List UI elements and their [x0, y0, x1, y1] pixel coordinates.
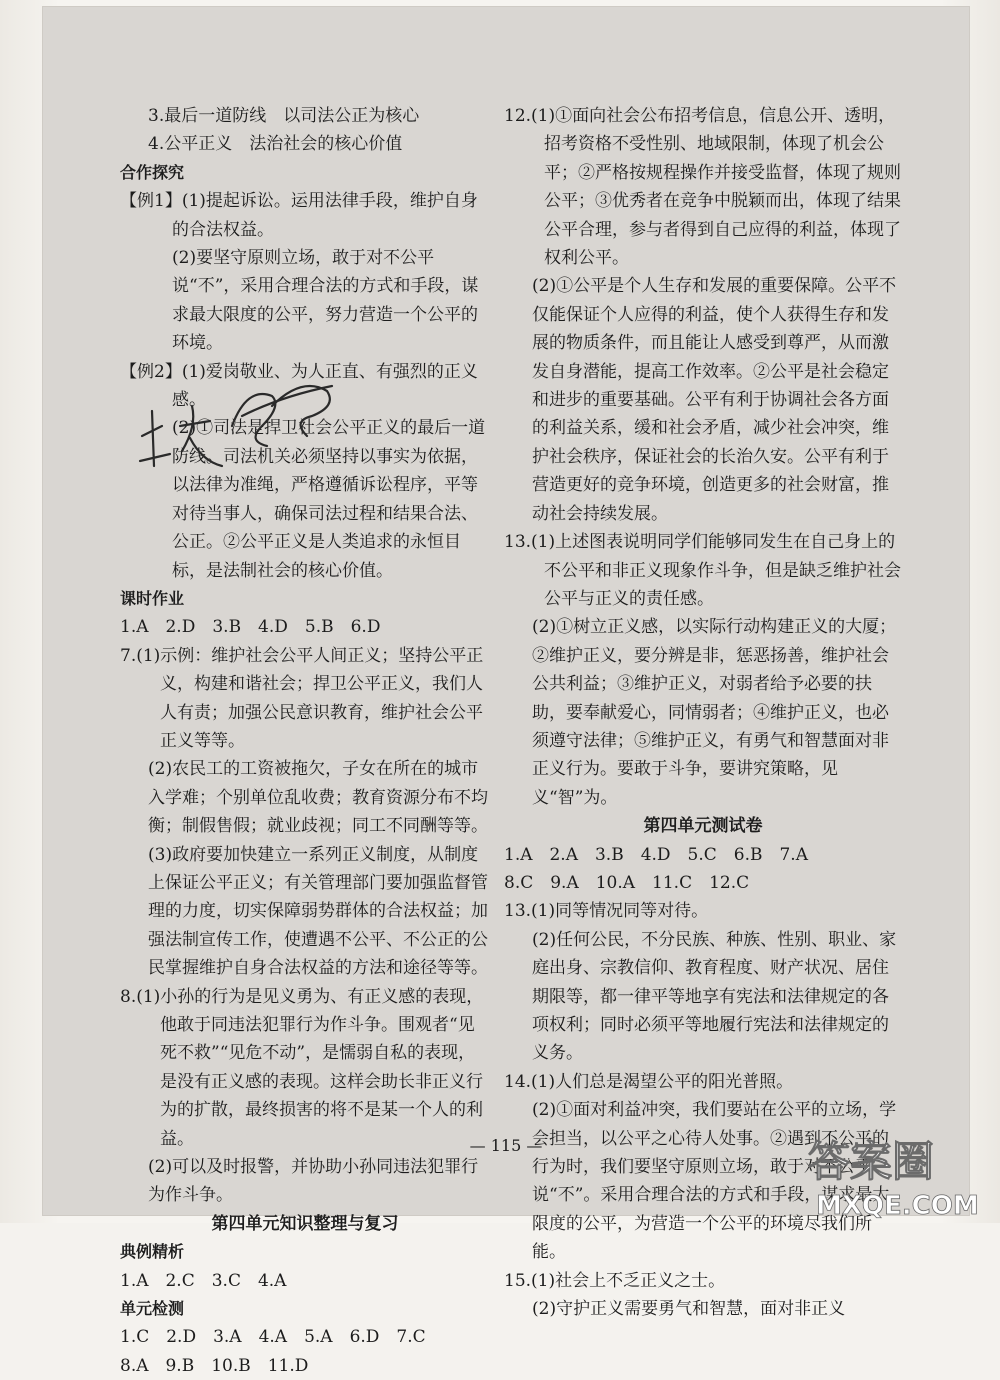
answer-line: (2)农民工的工资被拖欠，子女在所在的城市入学难；个别单位乱收费；教育资源分布不均衡；制假售假；就业歧视；同工不同酬等等。	[148, 759, 488, 837]
right-line: 15.(1)社会上不乏正义之士。	[504, 1270, 726, 1291]
right-line: 8.C 9.A 10.A 11.C 12.C	[504, 872, 750, 893]
answer-line: 1.A 2.C 3.C 4.A	[120, 1270, 287, 1291]
section-heading: 合作探究	[120, 162, 185, 182]
answer-line: 7.(1)示例：维护社会公平人间正义；坚持公平正义，构建和谐社会；捍卫公平正义，我们人人有责；加强公民意识教育，维护社会公平正义等等。	[120, 645, 484, 751]
example-answer: 【例2】(1)爱岗敬业、为人正直、有强烈的正义感。	[120, 361, 478, 411]
right-line: (2)守护正义需要勇气和智慧，面对非正义	[532, 1299, 846, 1320]
left-line: 4.公平正义 法治社会的核心价值	[148, 134, 403, 155]
answer-line: 8.A 9.B 10.B 11.D	[120, 1355, 309, 1376]
right-line: 12.(1)①面向社会公布招考信息，信息公开、透明，招考资格不受性别、地域限制，体现了机会公平；②严格按规程操作并接受监督，体现了规则公平；③优秀者在竞争中脱颖而出，体现了结果公平合理，参与者得到自己应得的利益，体现了权利公平。	[504, 106, 901, 269]
example-answer: 【例1】(1)提起诉讼。运用法律手段，维护自身的合法权益。	[120, 191, 478, 240]
answer-line: (3)政府要加快建立一系列正义制度，从制度上保证公平正义；有关管理部门要加强监督管理的力度，切实保障弱势群体的合法权益；加强法制宣传工作，使遭遇不公平、不公正的公民掌握维护自身合法权益的方法和途径等等。	[148, 844, 488, 979]
example-answer: (2)要坚守原则立场，敢于对不公平说“不”，采用合理合法的方式和手段，谋求最大限度的公平，努力营造一个公平的环境。	[172, 248, 479, 354]
right-line: 1.A 2.A 3.B 4.D 5.C 6.B 7.A	[504, 844, 808, 865]
section-heading: 典例精析	[120, 1242, 185, 1262]
right-line: (2)①公平是个人生存和发展的重要保障。公平不仅能保证个人应得的利益，使个人获得生存和发展的物质条件，而且能让人感受到尊严，从而激发自身潜能，提高工作效率。②公平是社会稳定和进步的重要基础。公平有利于协调社会各方面的利益关系，缓和社会矛盾，减少社会冲突，维护社会秩序，保证社会的长治久安。公平有利于营造更好的竞争环境，创造更多的社会财富，推动社会持续发展。	[532, 276, 897, 524]
left-column	[120, 102, 490, 1380]
watermark-url: MXQE.COM	[816, 1191, 979, 1220]
answer-line: (2)可以及时报警，并协助小孙同违法犯罪行为作斗争。	[148, 1157, 479, 1206]
example-answer: (2)①司法是捍卫社会公平正义的最后一道防线。司法机关必须坚持以事实为依据，以法律为准绳，严格遵循诉讼程序，平等对待当事人，确保司法过程和结果合法、公正。②公平正义是人类追求的永恒目标，是法制社会的核心价值。	[172, 418, 486, 581]
right-line: (2)①树立正义感，以实际行动构建正义的大厦；②维护正义，要分辨是非，惩恶扬善，维护社会公共利益；③维护正义，对弱者给予必要的扶助，要奉献爱心，同情弱者；④维护正义，也必须遵守法律；⑤维护正义，有勇气和智慧面对非正义行为。要敢于斗争，要讲究策略，见义“智”为。	[532, 617, 897, 808]
right-line: 13.(1)同等情况同等对待。	[504, 901, 709, 922]
right-line: (2)任何公民，不分民族、种族、性别、职业、家庭出身、宗教信仰、教育程度、财产状况、居住期限等，都一律平等地享有宪法和法律规定的各项权利；同时必须平等地履行宪法和法律规定的义务。	[532, 929, 897, 1064]
watermark-logo	[802, 1128, 992, 1220]
answer-line: 8.(1)小孙的行为是见义勇为、有正义感的表现，他敢于同违法犯罪行为作斗争。围观者“见死不救”“见危不动”，是懦弱自私的表现，是没有正义感的表现。这样会助长非正义行为的扩散，最终损害的将不是某一个人的利益。	[120, 986, 484, 1149]
left-line: 3.最后一道防线 以司法公正为核心	[148, 106, 420, 126]
section-heading: 课时作业	[120, 588, 185, 608]
unit-title: 第四单元知识整理与复习	[211, 1213, 399, 1234]
right-line: (2)①面对利益冲突，我们要站在公平的立场，学会担当，以公平之心待人处事。②遇到不公平的行为时，我们要坚守原则立场，敢于对不公平说“不”。采用合理合法的方式和手段，谋求最大限度的公平，为营造一个公平的环境尽我们所能。	[532, 1100, 897, 1263]
page-number: — 115 —	[469, 1136, 543, 1155]
pencil-scribble	[132, 366, 352, 496]
textbook-page	[42, 6, 970, 1376]
section-heading: 单元检测	[120, 1299, 185, 1319]
answer-line: 1.C 2.D 3.A 4.A 5.A 6.D 7.C	[120, 1327, 426, 1348]
right-line: 13.(1)上述图表说明同学们能够同发生在自己身上的不公平和非正义现象作斗争，但是缺乏维护社会公平与正义的责任感。	[504, 532, 901, 609]
unit-test-title: 第四单元测试卷	[643, 816, 763, 837]
watermark-title: 答案圈	[808, 1137, 935, 1186]
right-line: 14.(1)人们总是渴望公平的阳光普照。	[504, 1071, 794, 1092]
answer-line: 1.A 2.D 3.B 4.D 5.B 6.D	[120, 617, 381, 638]
